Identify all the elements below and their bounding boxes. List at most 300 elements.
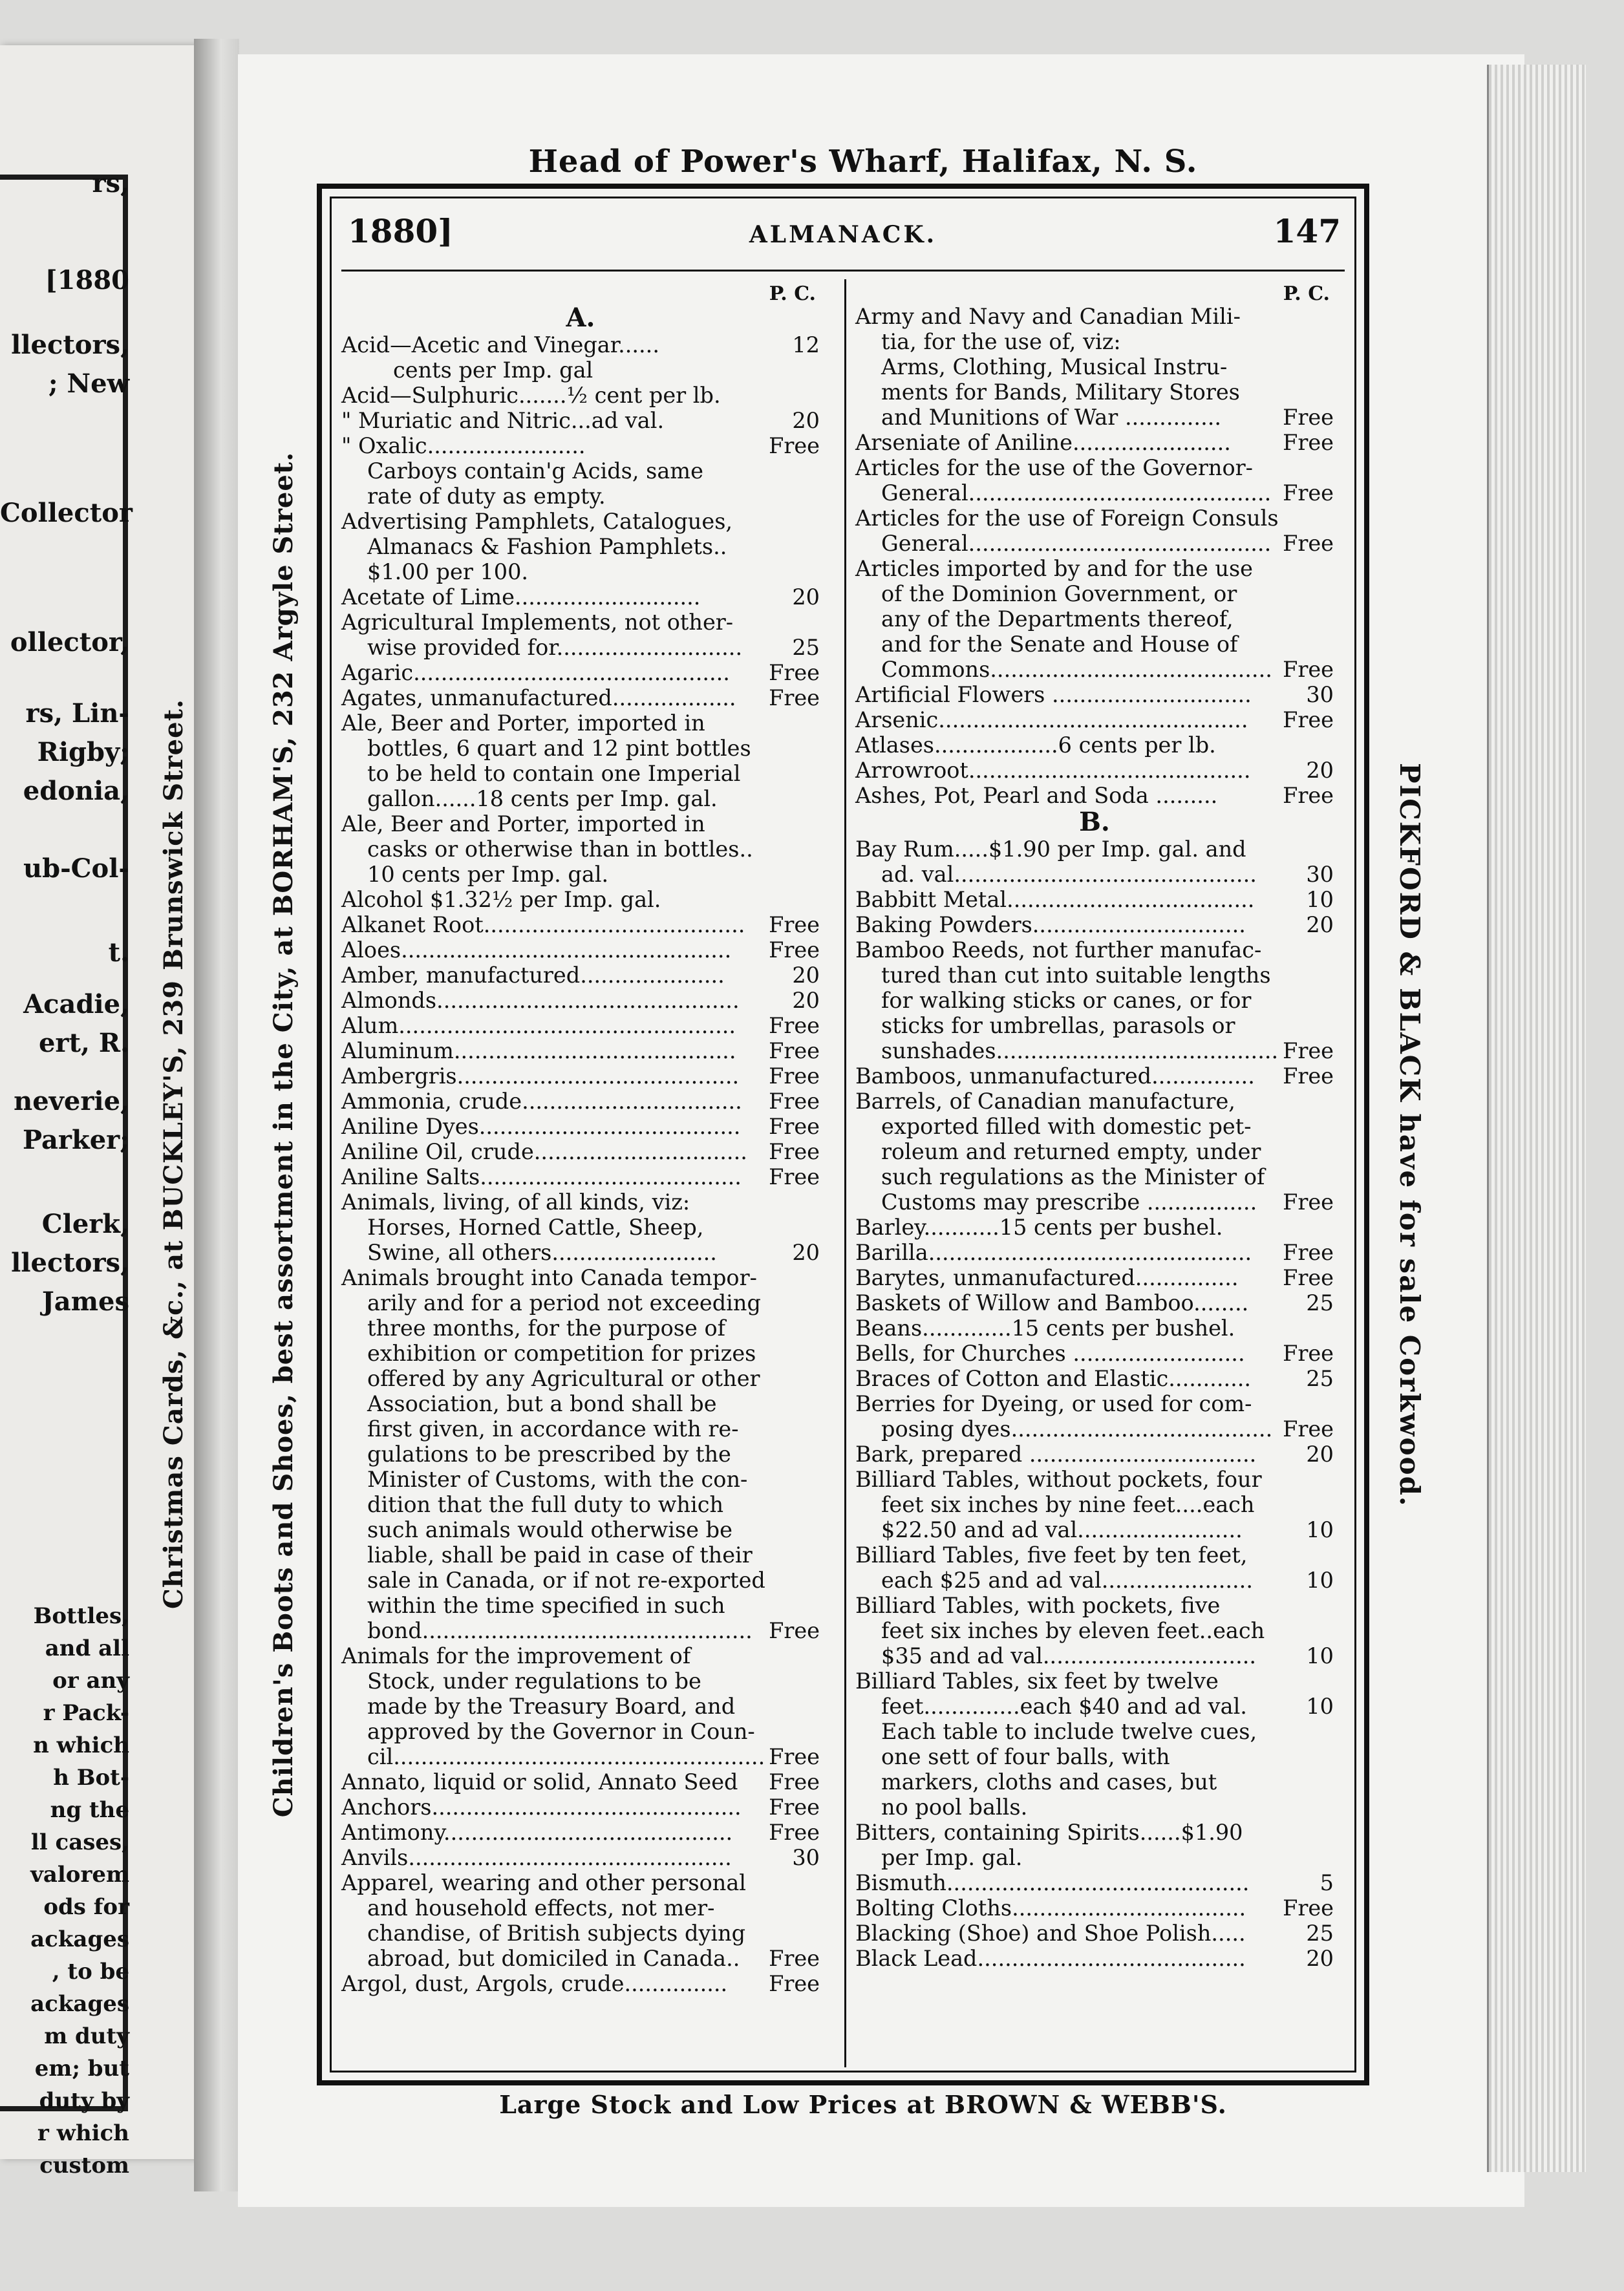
left-page-fragment: ackages	[30, 1926, 129, 1952]
tariff-entry	[341, 509, 820, 584]
entry-line: Acid—Acetic and Vinegar......	[341, 332, 659, 357]
duty-rate: 10	[1303, 1694, 1334, 1719]
entry-line: Billiard Tables, five feet by ten feet,	[855, 1542, 1248, 1568]
entry-line: any of the Departments thereof,	[881, 606, 1234, 632]
entry-line: posing dyes......................................	[881, 1416, 1273, 1442]
duty-rate: 20	[1303, 912, 1334, 937]
entry-line: Aniline Dyes......................................	[341, 1114, 741, 1139]
left-page-fragment: h Bot-	[53, 1765, 129, 1791]
entry-line: wise provided for...........................	[367, 635, 743, 660]
entry-line: Stock, under regulations to be	[367, 1668, 701, 1694]
tariff-entry	[855, 912, 1334, 937]
duty-rate: Free	[1280, 783, 1334, 808]
entry-line: sale in Canada, or if not re-exported	[367, 1568, 765, 1593]
entry-line: Agaric..............................................	[341, 660, 730, 685]
entry-line: " Muriatic and Nitric...ad val.	[341, 408, 665, 433]
tariff-entry	[341, 1820, 820, 1845]
entry-line: Barilla...............................................	[855, 1240, 1252, 1265]
entry-line: Alum.................................................	[341, 1013, 736, 1038]
left-page-fragment: r which	[37, 2120, 129, 2146]
entry-line: Agates, unmanufactured..................	[341, 685, 736, 710]
entry-line: 10 cents per Imp. gal.	[367, 862, 609, 887]
entry-line: Barley...........15 cents per bushel.	[855, 1215, 1223, 1240]
left-page-fragment: ng the	[50, 1797, 129, 1823]
entry-line: roleum and returned empty, under	[881, 1139, 1261, 1164]
entry-line: Bamboo Reeds, not further manufac-	[855, 937, 1262, 963]
entry-line: Blacking (Shoe) and Shoe Polish.....	[855, 1921, 1246, 1946]
entry-line: made by the Treasury Board, and	[367, 1694, 736, 1719]
left-page-fragment: em; but	[34, 2056, 129, 2082]
duty-rate: 10	[1303, 1643, 1334, 1668]
entry-line: Alkanet Root......................................	[341, 912, 745, 937]
tariff-entry	[341, 433, 820, 458]
entry-line: exhibition or competition for prizes	[367, 1341, 756, 1366]
entry-line: exported filled with domestic pet-	[881, 1114, 1252, 1139]
tariff-entry	[855, 1719, 1334, 1820]
entry-line: Ale, Beer and Porter, imported in	[341, 710, 705, 736]
left-page-fragment: Clerk,	[41, 1209, 129, 1239]
left-column	[341, 284, 820, 1996]
entry-line: abroad, but domiciled in Canada..	[367, 1946, 740, 1971]
entry-line: $1.00 per 100.	[367, 559, 529, 584]
tariff-entry	[341, 1189, 820, 1265]
entry-line: Animals for the improvement of	[341, 1643, 691, 1668]
duty-rate: Free	[1280, 1240, 1334, 1265]
duty-rate: Free	[766, 1114, 820, 1139]
left-margin-advertisement-2	[158, 666, 201, 1642]
entry-line: Baskets of Willow and Bamboo........	[855, 1290, 1249, 1316]
duty-rate: Free	[1280, 1416, 1334, 1442]
duty-rate: 25	[1303, 1290, 1334, 1316]
tariff-entry	[341, 685, 820, 710]
entry-line: and Munitions of War ..............	[881, 405, 1222, 430]
tariff-entry	[855, 1265, 1334, 1290]
tariff-entry	[855, 783, 1334, 808]
right-margin-advertisement: PICKFORD & BLACK have for sale Corkwood.	[1394, 763, 1426, 1508]
tariff-entry	[341, 1063, 820, 1089]
tariff-entry	[341, 458, 820, 509]
duty-rate: 30	[1303, 682, 1334, 707]
tariff-entry	[341, 912, 820, 937]
entry-line: Black Lead.......................................	[855, 1946, 1246, 1971]
entry-line: Bismuth............................................	[855, 1870, 1250, 1895]
entry-line: offered by any Agricultural or other	[367, 1366, 760, 1391]
left-page-fragment: ert, R.	[38, 1028, 129, 1058]
tariff-entry	[855, 1668, 1334, 1719]
duty-rate: Free	[1280, 430, 1334, 455]
tariff-entry	[855, 1542, 1334, 1593]
entry-line: $35 and ad val...............................	[881, 1643, 1257, 1668]
section-heading: B.	[1079, 807, 1110, 837]
entry-line: arily and for a period not exceeding	[367, 1290, 761, 1316]
tariff-entry	[341, 887, 820, 912]
tariff-entry	[855, 732, 1334, 758]
left-page-fragment: n which	[33, 1732, 129, 1758]
entry-line: one sett of four balls, with	[881, 1744, 1170, 1769]
entry-line: Commons.........................................	[881, 657, 1272, 682]
tariff-entry	[341, 1795, 820, 1820]
entry-line: Acetate of Lime...........................	[341, 584, 701, 610]
entry-line: Babbitt Metal....................................	[855, 887, 1255, 912]
entry-line: Arms, Clothing, Musical Instru-	[881, 354, 1228, 379]
entry-line: casks or otherwise than in bottles..	[367, 836, 753, 862]
section-heading: A.	[566, 303, 595, 333]
entry-line: chandise, of British subjects dying	[367, 1921, 746, 1946]
entry-line: bond................................................	[367, 1618, 753, 1643]
duty-rate: Free	[766, 1946, 820, 1971]
tariff-entry	[855, 430, 1334, 455]
left-page-fragment: ; New	[48, 368, 129, 399]
entry-line: Minister of Customs, with the con-	[367, 1467, 748, 1492]
entry-line: gallon......18 cents per Imp. gal.	[367, 786, 718, 811]
left-page-fragment: neverie,	[14, 1086, 129, 1116]
tariff-entry	[341, 1643, 820, 1769]
entry-line: sunshades.........................................	[881, 1038, 1279, 1063]
tariff-entry	[855, 887, 1334, 912]
entry-line: Barrels, of Canadian manufacture,	[855, 1089, 1235, 1114]
tariff-entry	[855, 1391, 1334, 1442]
tariff-entry	[855, 1946, 1334, 1971]
tariff-entry	[855, 1341, 1334, 1366]
entry-line: Atlases..................6 cents per lb.	[855, 732, 1216, 758]
duty-rate: 30	[789, 1845, 820, 1870]
entry-line: Argol, dust, Argols, crude...............	[341, 1971, 728, 1996]
left-page-fragment: or any	[52, 1668, 129, 1694]
top-advertisement: Head of Power's Wharf, Halifax, N. S.	[528, 144, 1198, 180]
left-margin-ad-text: Children's Boots and Shoes, best assortment in the City, at BORHAM'S, 232 Argyle Street.	[268, 451, 299, 1818]
entry-line: General............................................	[881, 480, 1272, 506]
duty-rate: 20	[789, 408, 820, 433]
entry-line: cil......................................................	[367, 1744, 765, 1769]
entry-line: Arrowroot.........................................	[855, 758, 1251, 783]
entry-line: Customs may prescribe ................	[881, 1189, 1257, 1215]
tariff-entry	[855, 1895, 1334, 1921]
entry-line: Ale, Beer and Porter, imported in	[341, 811, 705, 836]
left-page-fragment: [1880	[45, 265, 129, 295]
duty-rate: 20	[789, 584, 820, 610]
left-page-fragment: Parker;	[23, 1125, 129, 1155]
duty-rate: 20	[789, 1240, 820, 1265]
entry-line: such animals would otherwise be	[367, 1517, 732, 1542]
entry-line: each $25 and ad val......................	[881, 1568, 1253, 1593]
entry-line: tured than cut into suitable lengths	[881, 963, 1271, 988]
tariff-entry	[341, 584, 820, 610]
duty-rate: 20	[789, 988, 820, 1013]
entry-line: feet..............each $40 and ad val.	[881, 1694, 1247, 1719]
entry-line: feet six inches by eleven feet..each	[881, 1618, 1265, 1643]
duty-rate: Free	[766, 1164, 820, 1189]
tariff-entry	[855, 455, 1334, 506]
tariff-entry	[341, 610, 820, 660]
tariff-entry	[341, 937, 820, 963]
entry-line: Aniline Salts......................................	[341, 1164, 742, 1189]
left-page-fragment: and all	[45, 1636, 129, 1661]
duty-rate: Free	[766, 1013, 820, 1038]
duty-rate: Free	[766, 1769, 820, 1795]
entry-line: Bamboos, unmanufactured...............	[855, 1063, 1255, 1089]
tariff-entry	[341, 1139, 820, 1164]
tariff-entry	[341, 1013, 820, 1038]
tariff-entry	[341, 1265, 820, 1643]
entry-line: $22.50 and ad val........................	[881, 1517, 1243, 1542]
entry-line: within the time specified in such	[367, 1593, 725, 1618]
tariff-entry	[341, 811, 820, 887]
tariff-entry	[855, 1870, 1334, 1895]
duty-rate: 5	[1318, 1870, 1334, 1895]
entry-line: Bells, for Churches .........................	[855, 1341, 1245, 1366]
tariff-entry	[855, 1240, 1334, 1265]
entry-line: Baking Powders...............................	[855, 912, 1246, 937]
tariff-entry	[855, 1215, 1334, 1240]
entry-line: Braces of Cotton and Elastic............	[855, 1366, 1252, 1391]
left-page-fragment: ub-Col-	[23, 853, 129, 884]
duty-rate: Free	[766, 912, 820, 937]
tariff-entry	[341, 1089, 820, 1114]
entry-line: Billiard Tables, without pockets, four	[855, 1467, 1262, 1492]
tariff-entry	[855, 1366, 1334, 1391]
tariff-entry	[855, 1921, 1334, 1946]
entry-line: Advertising Pamphlets, Catalogues,	[341, 509, 733, 534]
left-page-fragment: custom	[39, 2153, 129, 2179]
entry-line: Arseniate of Aniline.......................	[855, 430, 1231, 455]
duty-rate: 12	[789, 332, 820, 357]
entry-line: Ashes, Pot, Pearl and Soda .........	[855, 783, 1218, 808]
entry-line: of the Dominion Government, or	[881, 581, 1237, 606]
tariff-entry	[855, 1467, 1334, 1542]
entry-line: Bitters, containing Spirits......$1.90	[855, 1820, 1243, 1845]
duty-rate: Free	[1280, 531, 1334, 556]
tariff-entry	[341, 408, 820, 433]
left-page-fragment: ods for	[43, 1894, 129, 1920]
page-number: 147	[1273, 212, 1341, 250]
entry-line: Bay Rum.....$1.90 per Imp. gal. and	[855, 836, 1246, 862]
entry-line: bottles, 6 quart and 12 pint bottles	[367, 736, 751, 761]
entry-line: Bolting Cloths..................................	[855, 1895, 1246, 1921]
duty-rate: 10	[1303, 887, 1334, 912]
tariff-entry	[341, 1769, 820, 1795]
entry-line: Animals brought into Canada tempor-	[341, 1265, 757, 1290]
tariff-entry	[855, 1063, 1334, 1089]
entry-line: and household effects, not mer-	[367, 1895, 715, 1921]
entry-line: Animals, living, of all kinds, viz:	[341, 1189, 690, 1215]
entry-line: liable, shall be paid in case of their	[367, 1542, 753, 1568]
duty-rate: Free	[766, 1063, 820, 1089]
tariff-entry	[855, 1442, 1334, 1467]
duty-rate: Free	[1280, 405, 1334, 430]
left-page-fragment: llectors,	[11, 330, 129, 360]
duty-rate: 20	[789, 963, 820, 988]
entry-line: Acid—Sulphuric.......½ cent per lb.	[341, 383, 721, 408]
entry-line: Ammonia, crude................................	[341, 1089, 742, 1114]
entry-line: and for the Senate and House of	[881, 632, 1238, 657]
bottom-advertisement: Large Stock and Low Prices at BROWN & WEBB'S.	[499, 2090, 1227, 2119]
left-page-fragment: , to be	[52, 1959, 129, 1985]
tariff-entry	[341, 383, 820, 408]
column-divider	[844, 279, 846, 2067]
tariff-entry	[855, 304, 1334, 430]
duty-rate: 25	[1303, 1366, 1334, 1391]
entry-line: gulations to be prescribed by the	[367, 1442, 731, 1467]
entry-line: Swine, all others........................	[367, 1240, 717, 1265]
tariff-entry	[341, 1870, 820, 1971]
entry-line: Association, but a bond shall be	[367, 1391, 717, 1416]
duty-rate: 30	[1303, 862, 1334, 887]
entry-line: " Oxalic.......................	[341, 433, 586, 458]
duty-rate: Free	[766, 685, 820, 710]
entry-line: Ambergris.........................................	[341, 1063, 740, 1089]
header-rule	[341, 270, 1345, 272]
tariff-entry	[341, 332, 820, 357]
entry-line: Alcohol $1.32½ per Imp. gal.	[341, 887, 661, 912]
duty-rate: 25	[789, 635, 820, 660]
left-page-fragment: llectors,	[11, 1248, 129, 1278]
entry-line: ad. val............................................	[881, 862, 1257, 887]
duty-rate: Free	[766, 1795, 820, 1820]
tariff-entry	[341, 963, 820, 988]
duty-rate: 20	[1303, 1442, 1334, 1467]
left-page-fragment: duty by	[39, 2088, 129, 2114]
entry-line: Billiard Tables, six feet by twelve	[855, 1668, 1219, 1694]
duty-rate: Free	[766, 1971, 820, 1996]
left-page-fragment: ollector,	[10, 627, 129, 657]
tariff-entry	[341, 1114, 820, 1139]
entry-line: Articles imported by and for the use	[855, 556, 1254, 581]
entry-line: Anvils...............................................	[341, 1845, 732, 1870]
left-page-fragment: ackages	[30, 1991, 129, 2017]
duty-rate: Free	[1280, 1341, 1334, 1366]
entry-line: Barytes, unmanufactured...............	[855, 1265, 1239, 1290]
tariff-entry	[341, 660, 820, 685]
duty-rate: 10	[1303, 1568, 1334, 1593]
tariff-entry	[855, 1593, 1334, 1668]
entry-line: Anchors.............................................	[341, 1795, 742, 1820]
duty-rate: Free	[766, 1089, 820, 1114]
duty-rate: Free	[1280, 657, 1334, 682]
entry-line: Carboys contain'g Acids, same	[367, 458, 703, 484]
duty-rate: Free	[766, 1820, 820, 1845]
left-page-fragment: Rigby;	[37, 737, 129, 767]
tariff-entry	[855, 682, 1334, 707]
entry-line: Bark, prepared .................................	[855, 1442, 1257, 1467]
tariff-entry	[341, 710, 820, 811]
tariff-entry	[855, 758, 1334, 783]
tariff-entry	[855, 556, 1334, 682]
duty-rate: Free	[1280, 1038, 1334, 1063]
tariff-entry	[341, 1038, 820, 1063]
left-page-fragment: ll cases,	[30, 1829, 129, 1855]
left-page-fragment: Acadie,	[23, 989, 129, 1019]
entry-line: Artificial Flowers .............................	[855, 682, 1252, 707]
tariff-entry	[855, 937, 1334, 1063]
tariff-entry	[855, 707, 1334, 732]
tariff-entry	[855, 506, 1334, 556]
tariff-entry	[855, 1089, 1334, 1215]
duty-rate: Free	[766, 660, 820, 685]
tariff-entry	[855, 1290, 1334, 1316]
entry-line: Articles for the use of Foreign Consuls	[855, 506, 1279, 531]
duty-rate: 10	[1303, 1517, 1334, 1542]
entry-line: no pool balls.	[881, 1795, 1028, 1820]
entry-line: Each table to include twelve cues,	[881, 1719, 1257, 1744]
entry-line: Almanacs & Fashion Pamphlets..	[367, 534, 727, 559]
duty-rate: Free	[766, 1744, 820, 1769]
entry-line: Antimony..........................................	[341, 1820, 733, 1845]
tariff-entry	[341, 988, 820, 1013]
duty-rate: Free	[1280, 1189, 1334, 1215]
entry-line: Billiard Tables, with pockets, five	[855, 1593, 1221, 1618]
left-margin-ad-text-2: Christmas Cards, &c., at BUCKLEY'S, 239 Brunswick Street.	[158, 699, 189, 1609]
entry-line: rate of duty as empty.	[367, 484, 606, 509]
duty-rate: Free	[1280, 1895, 1334, 1921]
pc-label: P. C.	[769, 282, 816, 305]
entry-line: such regulations as the Minister of	[881, 1164, 1265, 1189]
duty-rate: Free	[1280, 480, 1334, 506]
header-title: ALMANACK.	[749, 221, 937, 248]
duty-rate: Free	[766, 1618, 820, 1643]
duty-rate: Free	[1280, 707, 1334, 732]
left-page-fragment: rs, Lin-	[25, 698, 129, 729]
duty-rate: 20	[1303, 1946, 1334, 1971]
entry-line: approved by the Governor in Coun-	[367, 1719, 755, 1744]
entry-line: Aloes................................................	[341, 937, 732, 963]
tariff-entry	[341, 1971, 820, 1996]
left-page-fragment: James	[41, 1286, 129, 1317]
entry-line: sticks for umbrellas, parasols or	[881, 1013, 1235, 1038]
entry-line: Almonds............................................	[341, 988, 740, 1013]
duty-rate: Free	[766, 937, 820, 963]
tariff-entry	[855, 1820, 1334, 1870]
entry-line: for walking sticks or canes, or for	[881, 988, 1252, 1013]
entry-line: Aluminum.........................................	[341, 1038, 736, 1063]
almanack-content-box	[317, 184, 1369, 2085]
header-year: 1880]	[348, 212, 453, 250]
right-column	[855, 284, 1334, 1971]
entry-line: per Imp. gal.	[881, 1845, 1023, 1870]
left-page-fragment: valorem	[30, 1862, 129, 1888]
entry-line: three months, for the purpose of	[367, 1316, 726, 1341]
entry-line: Berries for Dyeing, or used for com-	[855, 1391, 1252, 1416]
entry-line: Beans.............15 cents per bushel.	[855, 1316, 1235, 1341]
duty-rate: Free	[1280, 1063, 1334, 1089]
tariff-entry	[341, 1164, 820, 1189]
duty-rate: Free	[766, 1139, 820, 1164]
duty-rate: Free	[766, 433, 820, 458]
tariff-entry	[341, 357, 820, 383]
left-page-fragment: Collector	[0, 498, 133, 528]
left-margin-advertisement	[268, 381, 311, 1888]
entry-line: Agricultural Implements, not other-	[341, 610, 734, 635]
left-page-fragment: Bottles,	[33, 1603, 129, 1629]
tariff-entry	[855, 1316, 1334, 1341]
entry-line: Arsenic.............................................	[855, 707, 1248, 732]
entry-line: tia, for the use of, viz:	[881, 329, 1121, 354]
pc-label: P. C.	[1283, 282, 1330, 305]
left-page-fragment: r Pack-	[43, 1700, 129, 1726]
entry-line: feet six inches by nine feet....each	[881, 1492, 1255, 1517]
entry-line: Army and Navy and Canadian Mili-	[855, 304, 1241, 329]
entry-line: Apparel, wearing and other personal	[341, 1870, 747, 1895]
page-edges	[1487, 65, 1586, 2172]
entry-line: Articles for the use of the Governor-	[855, 455, 1254, 480]
duty-rate: Free	[1280, 1265, 1334, 1290]
tariff-entry	[855, 836, 1334, 887]
entry-line: markers, cloths and cases, but	[881, 1769, 1217, 1795]
entry-line: Horses, Horned Cattle, Sheep,	[367, 1215, 704, 1240]
entry-line: Aniline Oil, crude...............................	[341, 1139, 747, 1164]
left-page-fragment: t.	[108, 937, 129, 968]
tariff-entry	[341, 1845, 820, 1870]
entry-line: to be held to contain one Imperial	[367, 761, 741, 786]
